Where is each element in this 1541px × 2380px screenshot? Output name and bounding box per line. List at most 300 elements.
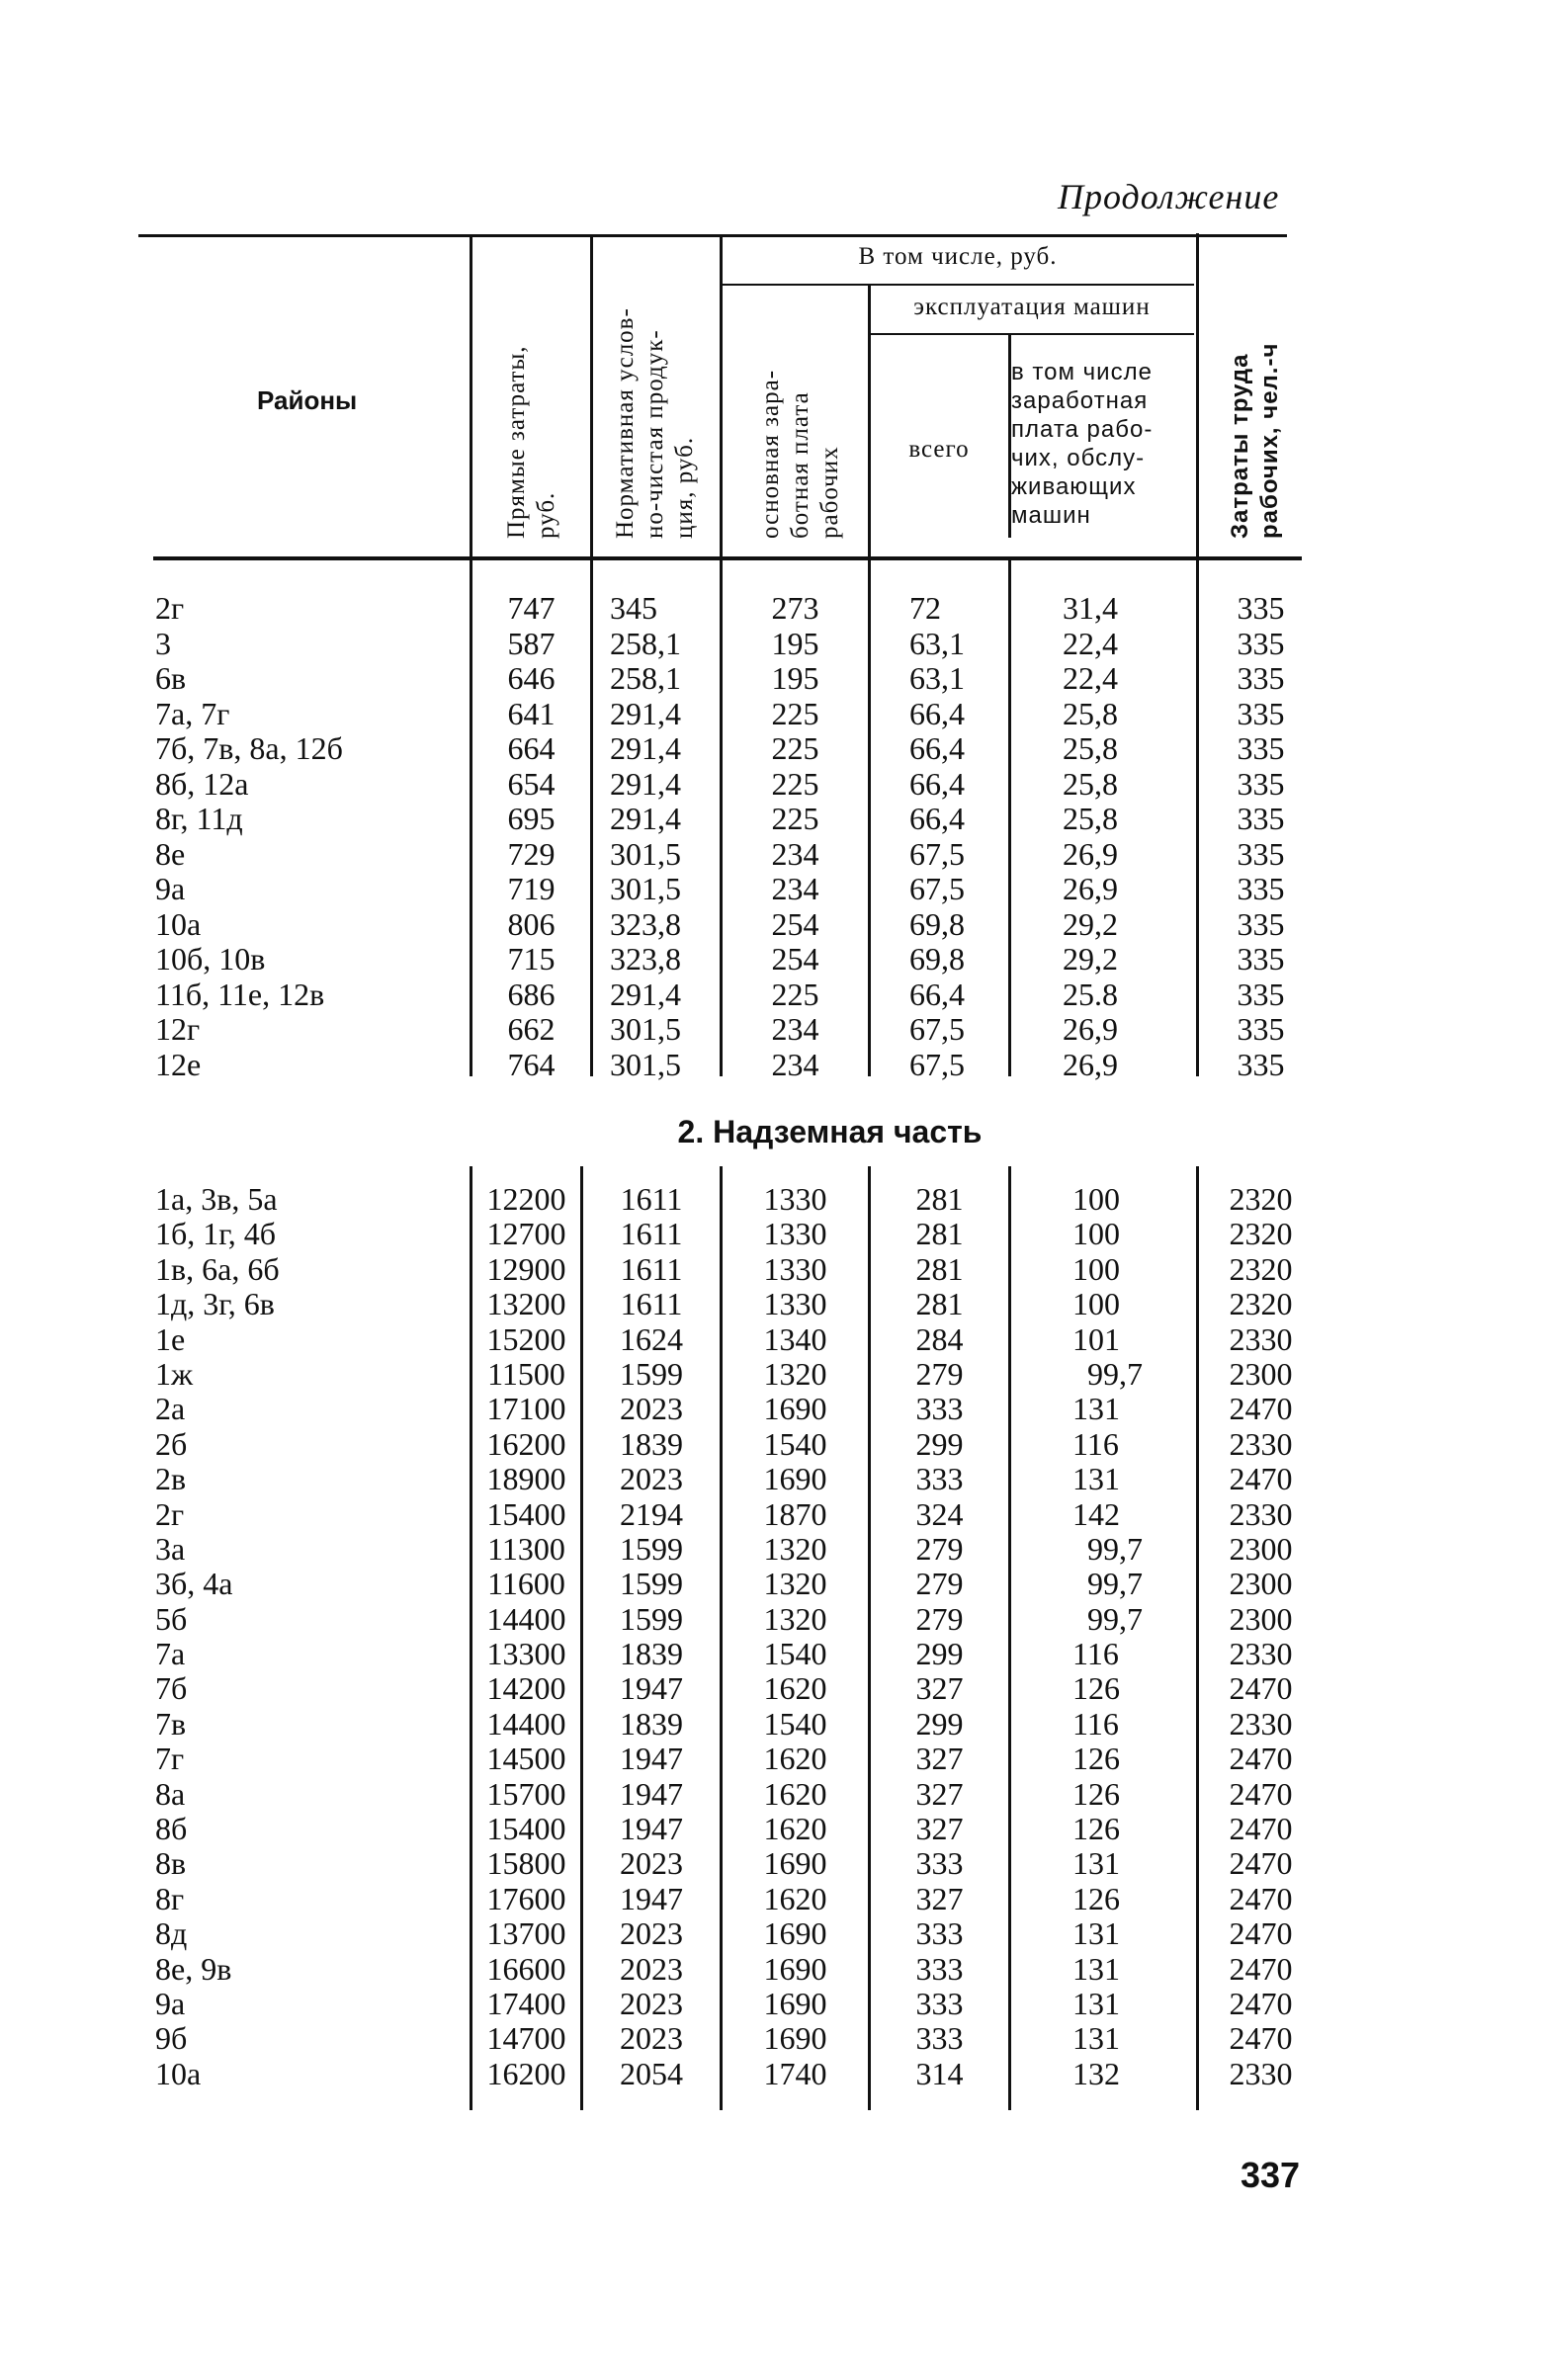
table-cell: 335 [1237,835,1285,872]
table-cell: 2023 [620,1391,683,1427]
table-cell: 2023 [620,1950,683,1987]
table-row: 10а [155,2055,202,2091]
table-cell: 25.8 [1063,976,1118,1012]
header-divider-1 [470,237,472,556]
header-base-wage: основная зара- ботная плата рабочих [757,369,843,539]
table-cell: 335 [1237,730,1285,766]
table-cell: 299 [915,1705,964,1742]
header-machine-wage: в том числе заработная плата рабо- чих, обслу- живающих машин [1011,359,1154,529]
table-cell: 335 [1237,1046,1285,1082]
section-b-base-wage [723,1182,868,2091]
table-cell: 2470 [1229,1880,1293,1916]
table-cell: 2023 [620,1985,683,2021]
table-cell: 2470 [1229,1461,1293,1497]
table-cell: 66,4 [909,765,965,802]
table-cell: 1690 [763,2020,827,2057]
table-cell: 132 [1072,2055,1120,2091]
table-cell: 327 [915,1775,964,1812]
table-cell: 335 [1237,660,1285,696]
table-cell: 254 [771,941,819,977]
table-cell: 225 [771,765,819,802]
table-cell: 99,7 [1087,1600,1143,1637]
table-cell: 25,8 [1063,695,1118,731]
table-row: 9а [155,871,186,906]
table-cell: 14200 [486,1670,566,1707]
table-cell: 13700 [486,1915,566,1952]
table-row: 7б, 7в, 8а, 12б [155,730,343,766]
section-title: 2. Надземная часть [677,1114,983,1149]
table-cell: 14700 [486,2020,566,2057]
table-cell: 66,4 [909,801,965,836]
table-cell: 333 [915,1391,964,1427]
table-cell: 16200 [486,1425,566,1462]
table-cell: 695 [507,801,556,836]
table-cell: 225 [771,801,819,836]
table-cell: 1320 [763,1355,827,1392]
table-cell: 126 [1072,1670,1120,1707]
table-cell: 100 [1072,1181,1120,1217]
table-cell: 1620 [763,1741,827,1777]
table-cell: 301,5 [610,1046,681,1082]
table-cell: 116 [1072,1705,1119,1742]
table-row: 8в [155,1845,187,1882]
table-cell: 335 [1237,941,1285,977]
table-row: 6в [155,660,187,696]
table-cell: 641 [507,695,556,731]
table-cell: 1620 [763,1811,827,1847]
table-cell: 335 [1237,625,1285,661]
table-cell: 67,5 [909,1011,965,1047]
table-cell: 26,9 [1063,871,1118,906]
table-cell: 2470 [1229,1915,1293,1952]
table-cell: 1740 [763,2055,827,2091]
table-cell: 100 [1072,1250,1120,1287]
table-cell: 26,9 [1063,1011,1118,1047]
table-top-rule [138,234,1287,237]
table-cell: 2023 [620,2020,683,2057]
table-cell: 131 [1072,1985,1120,2021]
table-cell: 11300 [487,1530,565,1567]
table-cell: 2330 [1229,1705,1293,1742]
table-cell: 1599 [620,1566,683,1602]
table-cell: 2470 [1229,1775,1293,1812]
table-cell: 335 [1237,765,1285,802]
table-cell: 333 [915,1845,964,1882]
table-cell: 258,1 [610,660,681,696]
table-cell: 335 [1237,801,1285,836]
table-cell: 335 [1237,871,1285,906]
table-row: 1ж [155,1355,194,1392]
table-cell: 17100 [486,1391,566,1427]
table-cell: 1599 [620,1530,683,1567]
table-cell: 2470 [1229,1811,1293,1847]
table-cell: 281 [915,1286,964,1322]
section-a-machine-wage [1063,591,1196,1082]
table-cell: 1690 [763,1985,827,2021]
table-cell: 2470 [1229,1985,1293,2021]
table-cell: 1947 [620,1670,683,1707]
table-cell: 116 [1072,1636,1119,1672]
table-cell: 1611 [620,1181,683,1217]
table-cell: 291,4 [610,976,681,1012]
table-cell: 2023 [620,1915,683,1952]
table-cell: 1611 [620,1216,683,1252]
table-cell: 291,4 [610,801,681,836]
table-cell: 17400 [486,1985,566,2021]
table-cell: 1839 [620,1636,683,1672]
table-cell: 333 [915,1985,964,2021]
table-cell: 2470 [1229,1950,1293,1987]
table-cell: 2330 [1229,2055,1293,2091]
table-cell: 2330 [1229,1495,1293,1532]
section-b-direct-costs [472,1182,580,2091]
table-cell: 1340 [763,1320,827,1357]
table-cell: 67,5 [909,835,965,872]
table-cell: 18900 [486,1461,566,1497]
table-row: 7г [155,1741,185,1777]
table-cell: 13200 [486,1286,566,1322]
table-cell: 335 [1237,590,1285,626]
table-cell: 1839 [620,1705,683,1742]
table-row: 8б [155,1811,188,1847]
table-cell: 15700 [486,1775,566,1812]
table-cell: 12200 [486,1181,566,1217]
table-cell: 63,1 [909,625,965,661]
table-cell: 1690 [763,1391,827,1427]
table-cell: 279 [915,1600,964,1637]
table-cell: 1611 [620,1250,683,1287]
table-cell: 131 [1072,1461,1120,1497]
table-cell: 69,8 [909,905,965,942]
table-cell: 1540 [763,1636,827,1672]
table-cell: 2320 [1229,1216,1293,1252]
table-cell: 13300 [486,1636,566,1672]
table-cell: 25,8 [1063,801,1118,836]
table-cell: 335 [1237,905,1285,942]
table-row: 7б [155,1670,188,1707]
table-cell: 327 [915,1880,964,1916]
table-cell: 327 [915,1741,964,1777]
table-cell: 323,8 [610,941,681,977]
table-cell: 31,4 [1063,590,1118,626]
table-cell: 301,5 [610,835,681,872]
table-cell: 15800 [486,1845,566,1882]
table-cell: 333 [915,2020,964,2057]
table-cell: 126 [1072,1741,1120,1777]
table-cell: 2470 [1229,1741,1293,1777]
table-row: 1д, 3г, 6в [155,1286,275,1322]
table-cell: 273 [771,590,819,626]
section-a-districts [155,591,462,1082]
table-row: 2в [155,1461,187,1497]
table-cell: 2023 [620,1845,683,1882]
table-row: 8б, 12а [155,765,249,802]
table-cell: 126 [1072,1775,1120,1812]
table-cell: 22,4 [1063,660,1118,696]
table-cell: 279 [915,1566,964,1602]
table-cell: 66,4 [909,976,965,1012]
header-divider-3 [720,237,723,556]
table-cell: 142 [1072,1495,1120,1532]
table-cell: 17600 [486,1880,566,1916]
table-cell: 299 [915,1636,964,1672]
header-including: В том числе, руб. [858,243,1058,270]
section-a-normative-product [610,591,720,1082]
table-cell: 131 [1072,2020,1120,2057]
table-cell: 806 [507,905,556,942]
table-cell: 1330 [763,1286,827,1322]
table-cell: 14500 [486,1741,566,1777]
table-cell: 1330 [763,1250,827,1287]
including-underline [722,284,1194,286]
table-cell: 686 [507,976,556,1012]
table-cell: 16200 [486,2055,566,2091]
table-cell: 2320 [1229,1250,1293,1287]
table-cell: 2320 [1229,1286,1293,1322]
table-cell: 1540 [763,1425,827,1462]
section-b-divider-5 [1008,1166,1011,2110]
table-cell: 1624 [620,1320,683,1357]
table-cell: 664 [507,730,556,766]
table-cell: 116 [1072,1425,1119,1462]
table-cell: 26,9 [1063,835,1118,872]
section-a-labor-costs [1199,591,1323,1082]
section-a-machine-total [909,591,1008,1082]
table-cell: 2300 [1229,1566,1293,1602]
table-cell: 279 [915,1530,964,1567]
table-cell: 299 [915,1425,964,1462]
table-cell: 314 [915,2055,964,2091]
table-cell: 2054 [620,2055,683,2091]
table-cell: 1620 [763,1880,827,1916]
header-normative-product: Нормативная услов- но-чистая продук- ция, руб. [612,307,698,539]
table-cell: 662 [507,1011,556,1047]
table-cell: 131 [1072,1845,1120,1882]
table-row: 8е, 9в [155,1950,232,1987]
table-cell: 715 [507,941,556,977]
table-cell: 2300 [1229,1530,1293,1567]
table-row: 9б [155,2020,188,2057]
table-cell: 1320 [763,1600,827,1637]
table-cell: 281 [915,1216,964,1252]
section-a-direct-costs [472,591,590,1082]
table-cell: 225 [771,695,819,731]
table-cell: 335 [1237,695,1285,731]
table-cell: 1690 [763,1950,827,1987]
table-cell: 22,4 [1063,625,1118,661]
header-machine-total: всего [908,436,970,463]
table-cell: 281 [915,1181,964,1217]
table-cell: 99,7 [1087,1566,1143,1602]
table-cell: 99,7 [1087,1530,1143,1567]
section-a-base-wage [723,591,868,1082]
table-row: 8г, 11д [155,801,243,836]
table-cell: 327 [915,1811,964,1847]
table-cell: 764 [507,1046,556,1082]
table-row: 2г [155,1495,185,1532]
table-row: 1б, 1г, 4б [155,1216,277,1252]
table-cell: 225 [771,730,819,766]
table-cell: 131 [1072,1950,1120,1987]
table-cell: 333 [915,1461,964,1497]
table-cell: 1330 [763,1181,827,1217]
section-b-labor-costs [1199,1182,1323,2091]
table-cell: 14400 [486,1705,566,1742]
header-districts: Районы [257,385,358,415]
table-row: 9а [155,1985,186,2021]
table-cell: 301,5 [610,871,681,906]
table-cell: 1540 [763,1705,827,1742]
table-cell: 131 [1072,1915,1120,1952]
section-a-divider-2 [590,560,593,1076]
table-cell: 131 [1072,1391,1120,1427]
table-row: 8е [155,835,186,872]
table-cell: 63,1 [909,660,965,696]
table-cell: 1870 [763,1495,827,1532]
table-cell: 345 [610,590,657,626]
table-cell: 1690 [763,1845,827,1882]
table-cell: 234 [771,871,819,906]
table-cell: 101 [1072,1320,1120,1357]
table-cell: 126 [1072,1880,1120,1916]
table-cell: 26,9 [1063,1046,1118,1082]
table-cell: 12900 [486,1250,566,1287]
table-row: 12г [155,1011,201,1047]
table-cell: 69,8 [909,941,965,977]
table-cell: 324 [915,1495,964,1532]
table-cell: 729 [507,835,556,872]
table-cell: 234 [771,1046,819,1082]
table-cell: 2300 [1229,1600,1293,1637]
header-divider-6 [1196,233,1199,556]
table-cell: 16600 [486,1950,566,1987]
table-cell: 15200 [486,1320,566,1357]
header-machine-operation: эксплуатация машин [913,294,1151,320]
table-cell: 2330 [1229,1425,1293,1462]
table-cell: 254 [771,905,819,942]
table-cell: 333 [915,1950,964,1987]
table-cell: 281 [915,1250,964,1287]
table-row: 7а, 7г [155,695,230,731]
table-cell: 747 [507,590,556,626]
table-cell: 2470 [1229,1391,1293,1427]
table-cell: 335 [1237,976,1285,1012]
table-cell: 279 [915,1355,964,1392]
table-cell: 327 [915,1670,964,1707]
table-cell: 67,5 [909,1046,965,1082]
section-b-districts [155,1182,462,2091]
table-cell: 1947 [620,1741,683,1777]
table-cell: 1330 [763,1216,827,1252]
table-row: 2г [155,590,185,626]
table-cell: 1599 [620,1600,683,1637]
table-cell: 2320 [1229,1181,1293,1217]
table-row: 3 [155,625,171,661]
table-cell: 100 [1072,1216,1120,1252]
table-cell: 1620 [763,1775,827,1812]
table-cell: 2194 [620,1495,683,1532]
table-row: 12е [155,1046,202,1082]
table-cell: 719 [507,871,556,906]
table-cell: 14400 [486,1600,566,1637]
table-cell: 646 [507,660,556,696]
table-cell: 2470 [1229,2020,1293,2057]
table-cell: 335 [1237,1011,1285,1047]
table-row: 8а [155,1775,186,1812]
table-cell: 333 [915,1915,964,1952]
table-row: 8г [155,1880,185,1916]
table-row: 3а [155,1530,186,1567]
table-cell: 1599 [620,1355,683,1392]
table-cell: 72 [909,590,941,626]
table-cell: 1690 [763,1461,827,1497]
table-row: 10а [155,905,202,942]
table-cell: 2330 [1229,1636,1293,1672]
table-cell: 323,8 [610,905,681,942]
table-cell: 195 [771,625,819,661]
table-cell: 2470 [1229,1845,1293,1882]
table-cell: 66,4 [909,730,965,766]
table-cell: 25,8 [1063,730,1118,766]
header-divider-2 [590,237,593,556]
table-cell: 25,8 [1063,765,1118,802]
table-cell: 1839 [620,1425,683,1462]
table-row: 11б, 11е, 12в [155,976,325,1012]
table-cell: 225 [771,976,819,1012]
header-divider-4 [868,286,871,556]
table-cell: 1947 [620,1775,683,1812]
table-cell: 11600 [487,1566,565,1602]
table-cell: 2300 [1229,1355,1293,1392]
table-row: 7в [155,1705,187,1742]
table-row: 2а [155,1391,186,1427]
table-cell: 100 [1072,1286,1120,1322]
table-cell: 587 [507,625,556,661]
table-cell: 1320 [763,1566,827,1602]
table-cell: 1611 [620,1286,683,1322]
table-cell: 11500 [487,1355,565,1392]
table-cell: 1320 [763,1530,827,1567]
table-cell: 654 [507,765,556,802]
table-cell: 15400 [486,1811,566,1847]
table-cell: 2470 [1229,1670,1293,1707]
section-a-divider-5 [1008,560,1011,1076]
continuation-label: Продолжение [1058,177,1280,216]
table-cell: 291,4 [610,730,681,766]
table-cell: 29,2 [1063,941,1118,977]
table-cell: 12700 [486,1216,566,1252]
table-row: 1е [155,1320,186,1357]
table-cell: 234 [771,1011,819,1047]
table-cell: 1947 [620,1880,683,1916]
table-cell: 234 [771,835,819,872]
table-cell: 301,5 [610,1011,681,1047]
table-cell: 291,4 [610,765,681,802]
table-cell: 2330 [1229,1320,1293,1357]
table-cell: 1690 [763,1915,827,1952]
table-cell: 1947 [620,1811,683,1847]
section-b-machine-total [871,1182,1008,2091]
table-cell: 284 [915,1320,964,1357]
table-cell: 15400 [486,1495,566,1532]
table-cell: 66,4 [909,695,965,731]
table-row: 1а, 3в, 5а [155,1181,278,1217]
table-cell: 126 [1072,1811,1120,1847]
table-cell: 258,1 [610,625,681,661]
machine-operation-underline [870,333,1194,335]
section-b-machine-wage [1072,1182,1196,2091]
table-cell: 195 [771,660,819,696]
